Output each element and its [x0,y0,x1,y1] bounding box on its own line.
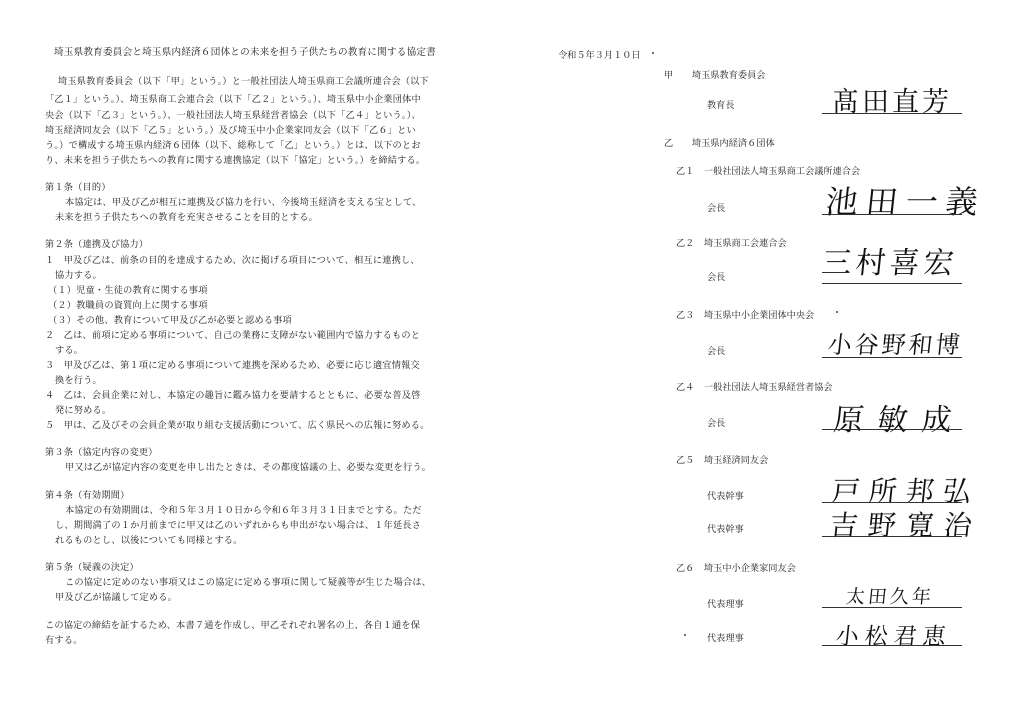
member-6-signature-line-2 [822,645,962,646]
party-a-signature: 髙田直芳 [832,87,952,118]
member-3-organization: 埼玉県中小企業団体中央会 [704,310,815,321]
party-b-organization: 埼玉県内経済６団体 [692,138,775,149]
article-2-line: ５ 甲は、乙及びその会員企業が取り組む支援活動について、広く県民への広報に努める。 [45,420,430,431]
scan-speck [836,311,838,313]
member-3-signature: 小谷野和博 [826,331,965,359]
article-3-heading: 第３条（協定内容の変更） [45,447,158,458]
article-3-line: 甲又は乙が協定内容の変更を申し出たときは、その都度協議の上、必要な変更を行う。 [65,462,432,473]
member-6-label: 乙６ [676,563,695,574]
member-2-title: 会長 [707,272,726,283]
member-4-organization: 一般社団法人埼玉県経営者協会 [704,382,833,393]
member-5-organization: 埼玉経済同友会 [704,455,769,466]
member-6-title-1: 代表理事 [707,599,744,610]
article-2-line: する。 [55,345,84,356]
member-1-organization: 一般社団法人埼玉県商工会議所連合会 [704,166,861,177]
party-a-title: 教育長 [707,100,735,111]
member-2-signature: 三村喜宏 [819,246,960,281]
member-6-signature-line-1 [822,607,962,608]
article-5-heading: 第５条（疑義の決定） [45,562,139,573]
member-5-title-1: 代表幹事 [707,491,744,502]
article-5-line: 甲及び乙が協議して定める。 [55,592,178,603]
article-2-item: （２）教職員の資質向上に関する事項 [48,300,208,311]
preamble-line: 埼玉県教育委員会（以下「甲」という。）と一般社団法人埼玉県商工会議所連合会（以下 [58,76,429,87]
scan-speck [652,52,654,54]
preamble-line: う。）で構成する埼玉県内経済６団体（以下、総称して「乙」という。）とは、以下のとお [45,140,421,151]
member-5-signature-1: 戸所邦弘 [830,475,982,508]
article-2-line: 発に努める。 [55,405,112,416]
member-1-label: 乙１ [676,166,695,177]
member-4-title: 会長 [707,418,726,429]
article-4-heading: 第４条（有効期間） [45,490,130,501]
member-3-title: 会長 [707,346,726,357]
member-4-label: 乙４ [676,382,695,393]
member-6-signature-2: 小松君恵 [834,624,954,650]
article-2-item: （１）児童・生徒の教育に関する事項 [48,285,208,296]
article-1-line: 未来を担う子供たちへの教育を充実させることを目的とする。 [55,212,318,223]
preamble-line: 埼玉経済同友会（以下「乙５」という。）及び埼玉中小企業家同友会（以下「乙６」とい [45,125,416,136]
article-4-line: し、期間満了の１か月前までに甲又は乙のいずれからも申出がない場合は、１年延長さ [55,520,422,531]
article-2-heading: 第２条（連携及び協力） [45,239,149,250]
party-b-label: 乙 [664,138,674,149]
party-a-signature-line [822,113,962,114]
member-1-signature-line [822,214,962,215]
party-a-label: 甲 [664,70,674,81]
article-2-line: 換を行う。 [55,375,102,386]
article-2-line: ２ 乙は、前項に定める事項について、自己の業務に支障がない範囲内で協力するものと [45,330,421,341]
article-4-line: 本協定の有効期間は、令和５年３月１０日から令和６年３月３１日までとする。ただ [65,505,422,516]
member-6-organization: 埼玉中小企業家同友会 [704,563,796,574]
member-5-signature-line-2 [822,536,962,537]
preamble-line: り、未来を担う子供たちへの教育に関する連携協定（以下「協定」という。）を締結する。 [45,155,426,166]
article-2-item: （３）その他、教育について甲及び乙が必要と認める事項 [48,315,292,326]
member-6-signature-1: 太田久年 [844,586,936,608]
member-5-title-2: 代表幹事 [707,524,744,535]
member-3-signature-line [822,357,962,358]
article-2-line: 協力する。 [55,270,102,281]
article-5-line: この協定に定めのない事項又はこの協定に定める事項に関して疑義等が生じた場合は、 [65,577,432,588]
member-5-label: 乙５ [676,455,695,466]
closing-line: この協定の締結を証するため、本書７通を作成し、甲乙それぞれ署名の上、各自１通を保 [45,620,421,631]
member-4-signature-line [822,429,962,430]
scan-speck [684,634,686,636]
member-6-title-2: 代表理事 [707,633,744,644]
article-2-line: ４ 乙は、会員企業に対し、本協定の趣旨に鑑み協力を要請するとともに、必要な普及啓 [45,390,421,401]
article-2-line: ３ 甲及び乙は、第１項に定める事項について連携を深めるため、必要に応じ適宜情報交 [45,360,420,371]
document-title: 埼玉県教育委員会と埼玉県内経済６団体との未来を担う子供たちの教育に関する協定書 [54,47,436,58]
member-2-signature-line [822,283,962,284]
preamble-line: 「乙１」という。）、埼玉県商工会連合会（以下「乙２」という。）、埼玉県中小企業団体中 [45,94,421,105]
member-2-label: 乙２ [676,238,695,249]
agreement-date: 令和５年３月１０日 [558,50,641,61]
closing-line: 有する。 [45,635,83,646]
member-3-label: 乙３ [676,310,695,321]
article-1-heading: 第１条（目的） [45,182,111,193]
party-a-organization: 埼玉県教育委員会 [692,70,766,81]
member-1-title: 会長 [707,203,726,214]
member-1-signature: 池田一義 [823,183,988,221]
article-4-line: れるものとし、以後についても同様とする。 [55,535,243,546]
member-5-signature-2: 吉野寛治 [828,509,984,542]
member-4-signature: 原敏成 [831,403,968,438]
preamble-line: 央会（以下「乙３」という。）、一般社団法人埼玉県経営者協会（以下「乙４」という。）、 [45,110,421,121]
article-1-line: 本協定は、甲及び乙が相互に連携及び協力を行い、今後埼玉経済を支える宝として、 [65,197,422,208]
member-2-organization: 埼玉県商工会連合会 [704,238,787,249]
article-2-line: １ 甲及び乙は、前条の目的を達成するため、次に掲げる項目について、相互に連携し、 [45,255,420,266]
member-5-signature-line-1 [822,502,962,503]
